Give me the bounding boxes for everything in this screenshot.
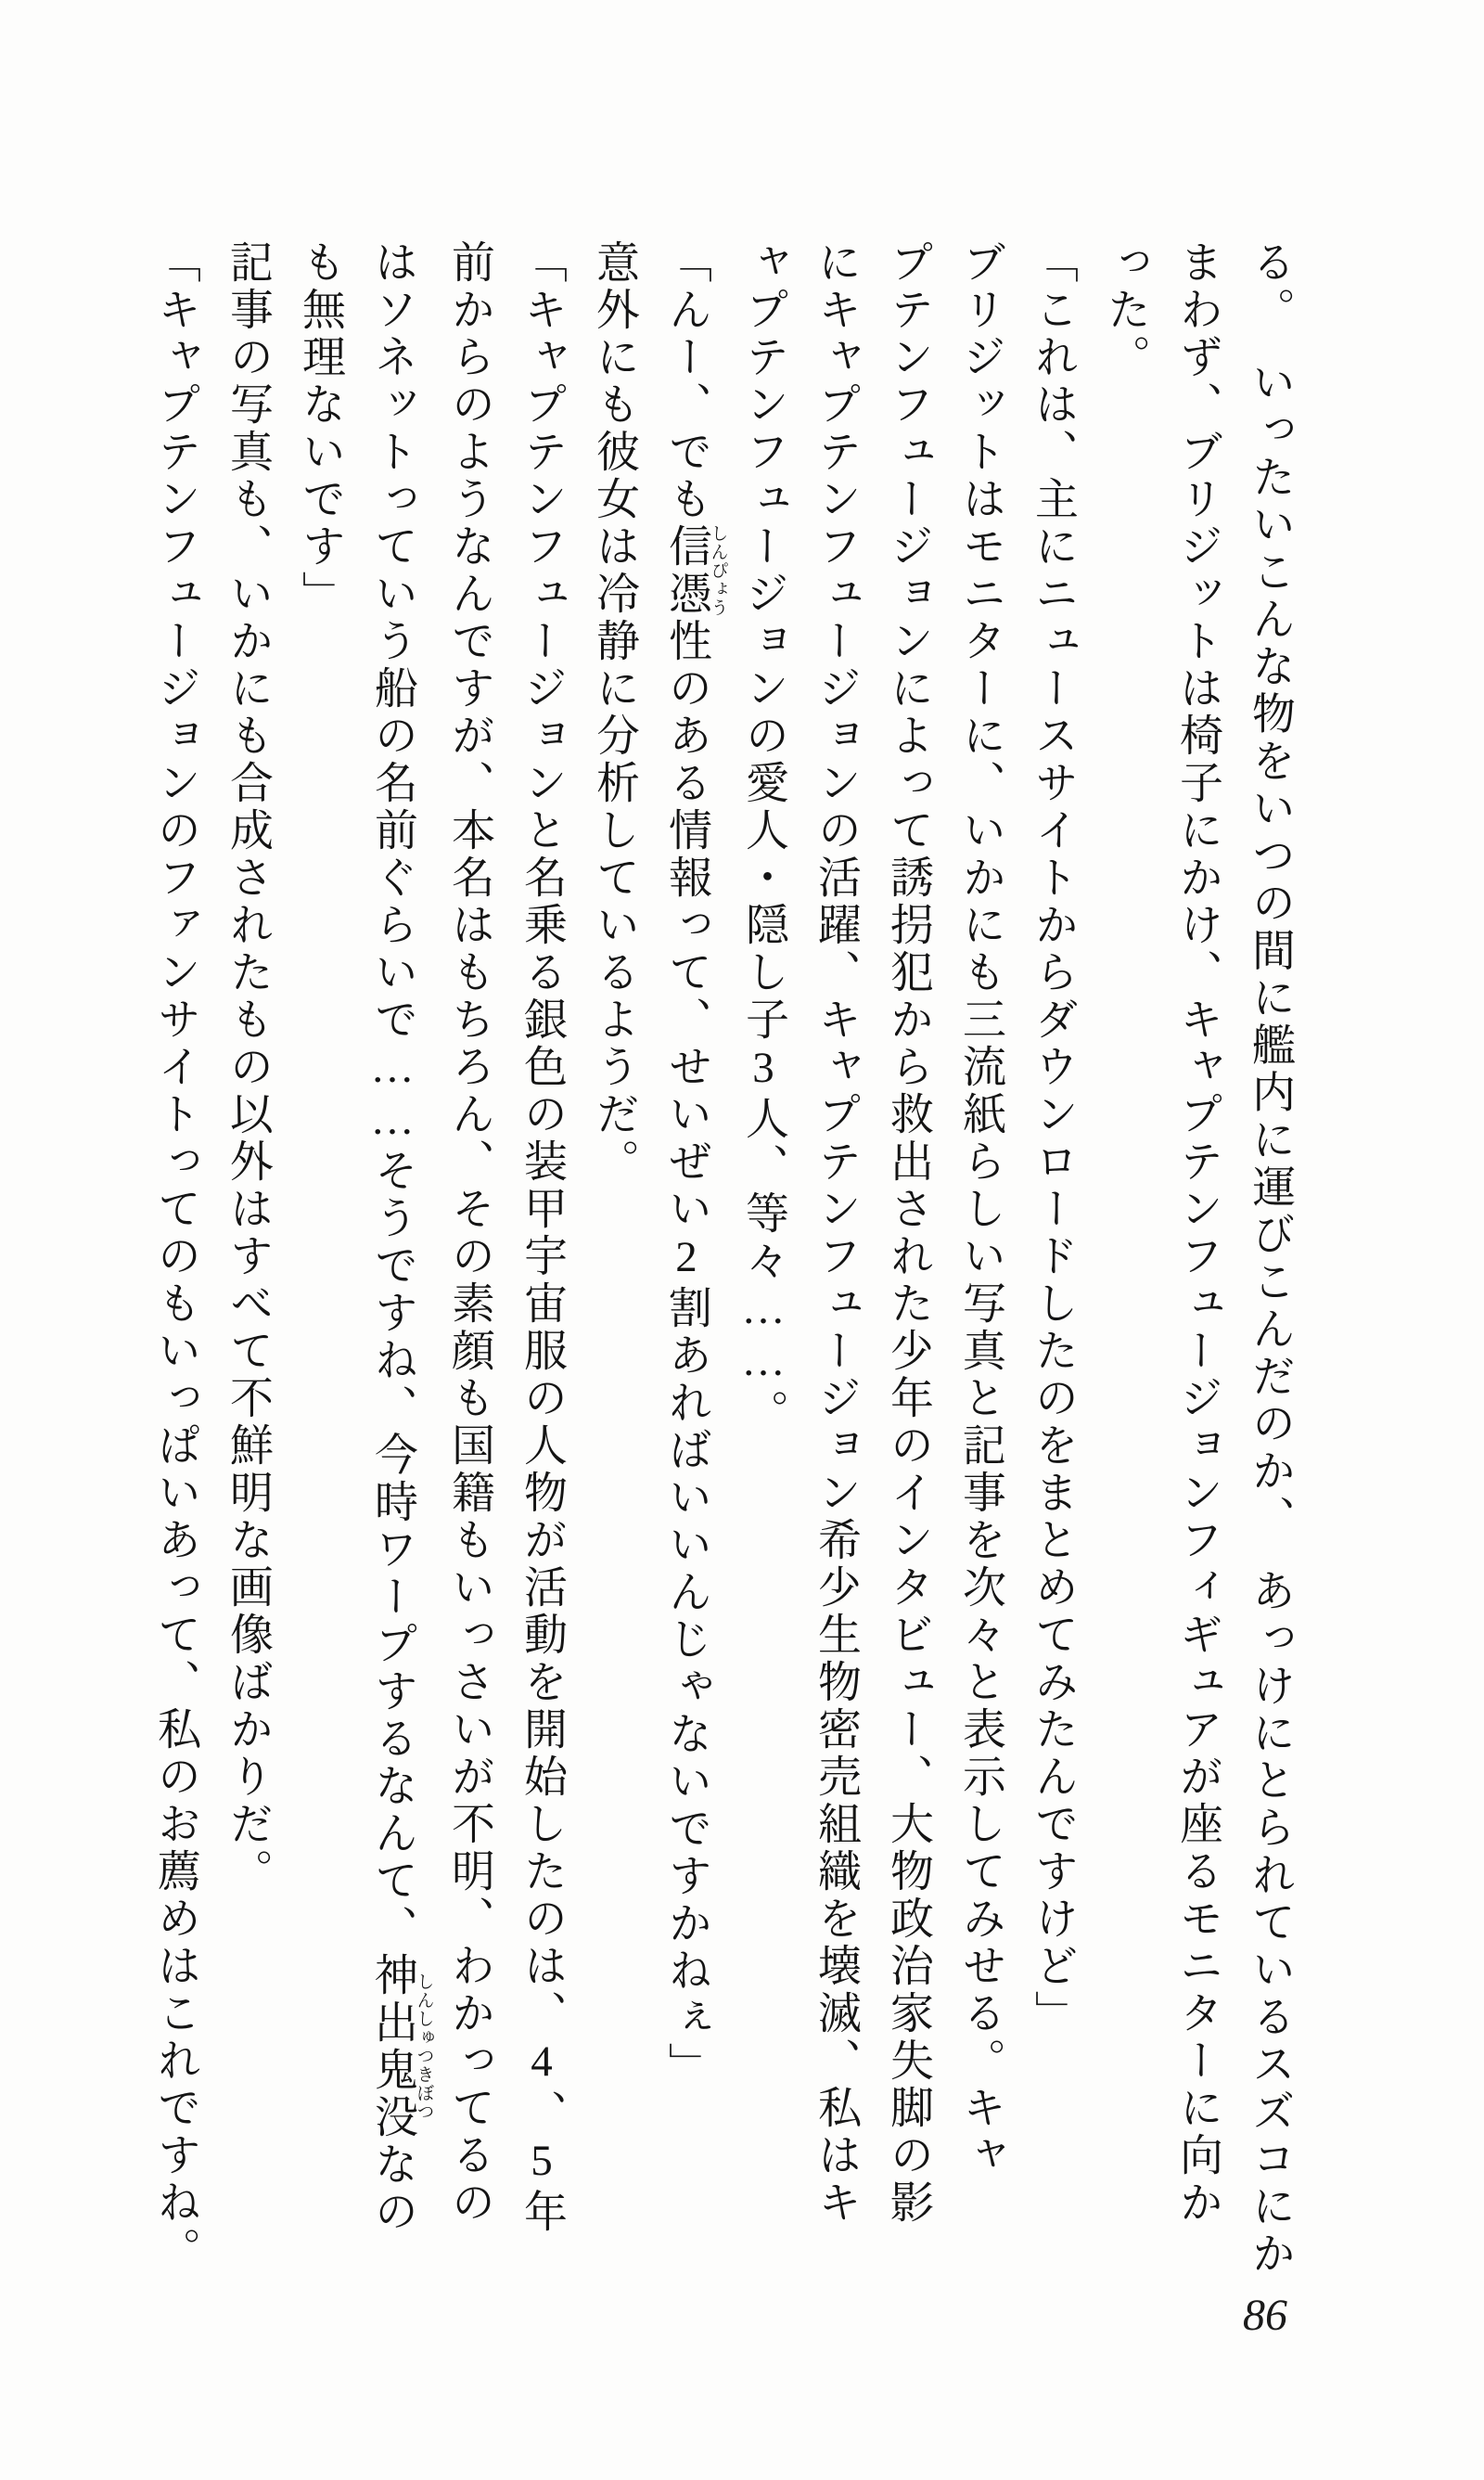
text-line bbox=[211, 239, 284, 2308]
line-text: まわず、ブリジットは椅子にかけ、キャプテンフュージョンフィギュアが座るモニターに向か bbox=[1173, 239, 1222, 2227]
line-text: 前からのようなんですが、本名はもちろん、その素顔も国籍もいっさいが不明、わかってるの bbox=[445, 239, 493, 2227]
ruby-annotation bbox=[368, 1952, 434, 2141]
vertical-text-block bbox=[139, 239, 1306, 2308]
line-text: 「んー、でも bbox=[662, 239, 710, 523]
text-line bbox=[1017, 239, 1089, 2308]
text-line bbox=[1089, 239, 1161, 2308]
text-line bbox=[505, 239, 578, 2308]
text-line bbox=[1161, 239, 1234, 2308]
line-text: プテンフュージョンによって誘拐犯から救出された少年のインタビュー、大物政治家失脚の影 bbox=[884, 239, 932, 2227]
text-line bbox=[727, 239, 800, 2308]
ruby-furigana: しんしゅつきぼつ bbox=[414, 1952, 434, 2141]
ruby-base: 信憑 bbox=[662, 523, 710, 618]
line-text: ャプテンフュージョンの愛人・隠し子3人、等々……。 bbox=[739, 239, 787, 1436]
line-text: 意外にも彼女は冷静に分析しているようだ。 bbox=[590, 239, 638, 1186]
line-text: る。 いったいこんな物をいつの間に艦内に運びこんだのか、 あっけにとられているスズコにか bbox=[1246, 239, 1294, 2278]
text-line bbox=[433, 239, 505, 2308]
text-line bbox=[578, 239, 650, 2308]
text-line bbox=[356, 239, 433, 2308]
text-line bbox=[1234, 239, 1306, 2308]
text-line bbox=[944, 239, 1017, 2308]
line-text: 記事の写真も、いかにも合成されたもの以外はすべて不鮮明な画像ばかりだ。 bbox=[224, 239, 272, 1895]
line-text: 「キャプテンフュージョンのファンサイトってのもいっぱいあって、私のお薦めはこれですね。 bbox=[151, 239, 199, 2274]
text-line bbox=[139, 239, 211, 2308]
line-text: ブリジットはモニターに、いかにも三流紙らしい写真と記事を次々と表示してみせる。キャ bbox=[956, 239, 1004, 2179]
line-text: 「キャプテンフュージョンと名乗る銀色の装甲宇宙服の人物が活動を開始したのは、4、5年 bbox=[518, 239, 566, 2236]
line-text: はソネットっていう船の名前ぐらいで……そうですね、今時ワープするなんて、 bbox=[368, 239, 416, 1952]
line-text: った。 bbox=[1101, 239, 1149, 381]
text-line bbox=[650, 239, 727, 2308]
text-line bbox=[800, 239, 872, 2308]
text-line bbox=[284, 239, 356, 2308]
line-text: 「これは、主にニュースサイトからダウンロードしたのをまとめてみたんですけど」 bbox=[1029, 239, 1077, 2037]
line-text: も無理ないです」 bbox=[296, 239, 344, 618]
page-number: 86 bbox=[1243, 2291, 1287, 2340]
line-text: なの bbox=[368, 2141, 416, 2236]
ruby-annotation bbox=[662, 523, 728, 618]
line-text: にキャプテンフュージョンの活躍、キャプテンフュージョン希少生物密売組織を壊滅、私はキ bbox=[812, 239, 860, 2227]
text-line bbox=[872, 239, 944, 2308]
ruby-furigana: しんぴょう bbox=[708, 523, 728, 618]
line-text: 性のある情報って、せいぜい2割あればいいんじゃないですかねぇ」 bbox=[662, 618, 710, 2089]
ruby-base: 神出鬼没 bbox=[368, 1952, 416, 2141]
